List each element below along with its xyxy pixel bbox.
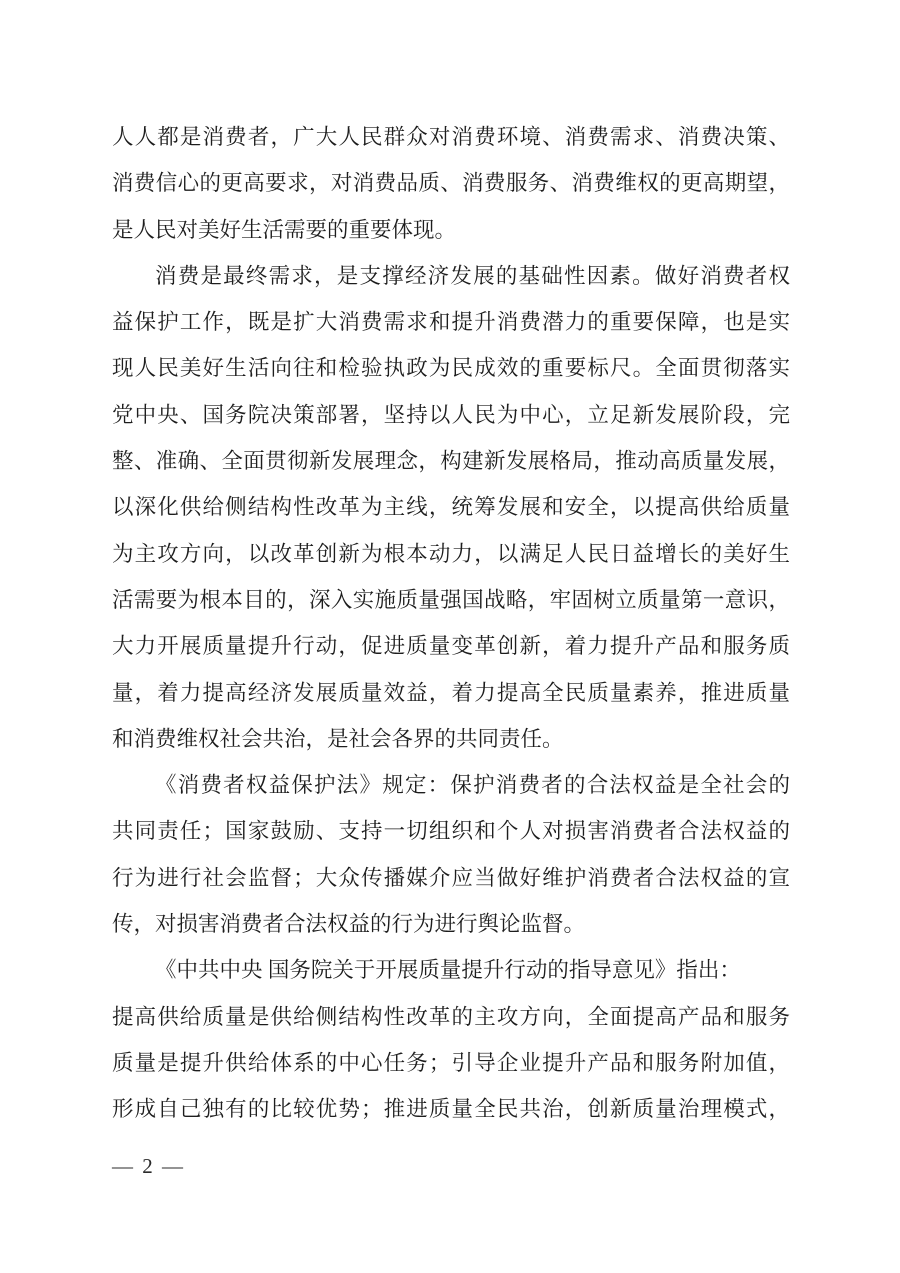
text-line: 益保护工作，既是扩大消费需求和提升消费潜力的重要保障，也是实 xyxy=(112,310,790,335)
text-line: 党中央、国务院决策部署，坚持以人民为中心，立足新发展阶段，完 xyxy=(112,402,790,427)
text-line: 量，着力提高经济发展质量效益，着力提高全民质量素养，推进质量 xyxy=(112,680,790,705)
text-line: 行为进行社会监督；大众传播媒介应当做好维护消费者合法权益的宣 xyxy=(112,865,790,890)
text-line: 质量是提升供给体系的中心任务；引导企业提升产品和服务附加值， xyxy=(112,1050,790,1075)
text-line: 消费信心的更高要求，对消费品质、消费服务、消费维权的更高期望， xyxy=(112,171,790,196)
text-line: 为主攻方向，以改革创新为根本动力，以满足人民日益增长的美好生 xyxy=(112,541,790,566)
page-number: — 2 — xyxy=(112,1154,185,1178)
text-line: 大力开展质量提升行动，促进质量变革创新，着力提升产品和服务质 xyxy=(112,634,790,659)
text-line: 《中共中央 国务院关于开展质量提升行动的指导意见》指出： xyxy=(155,958,741,983)
text-line: 传，对损害消费者合法权益的行为进行舆论监督。 xyxy=(112,912,586,937)
text-line: 提高供给质量是供给侧结构性改革的主攻方向，全面提高产品和服务 xyxy=(112,1004,790,1029)
text-line: 消费是最终需求，是支撑经济发展的基础性因素。做好消费者权 xyxy=(155,263,790,288)
text-line: 以深化供给侧结构性改革为主线，统筹发展和安全，以提高供给质量 xyxy=(112,495,790,520)
text-line: 共同责任；国家鼓励、支持一切组织和个人对损害消费者合法权益的 xyxy=(112,819,790,844)
text-line: 现人民美好生活向往和检验执政为民成效的重要标尺。全面贯彻落实 xyxy=(112,356,790,381)
text-line: 人人都是消费者，广大人民群众对消费环境、消费需求、消费决策、 xyxy=(112,125,790,149)
text-line: 整、准确、全面贯彻新发展理念，构建新发展格局，推动高质量发展， xyxy=(112,449,790,474)
text-line: 是人民对美好生活需要的重要体现。 xyxy=(112,217,457,242)
text-line: 形成自己独有的比较优势；推进质量全民共治，创新质量治理模式， xyxy=(112,1097,790,1122)
text-line: 《消费者权益保护法》规定：保护消费者的合法权益是全社会的 xyxy=(155,773,790,798)
document-text-block xyxy=(112,114,790,1133)
text-line: 和消费维权社会共治，是社会各界的共同责任。 xyxy=(112,726,564,751)
text-line: 活需要为根本目的，深入实施质量强国战略，牢固树立质量第一意识， xyxy=(112,587,790,612)
